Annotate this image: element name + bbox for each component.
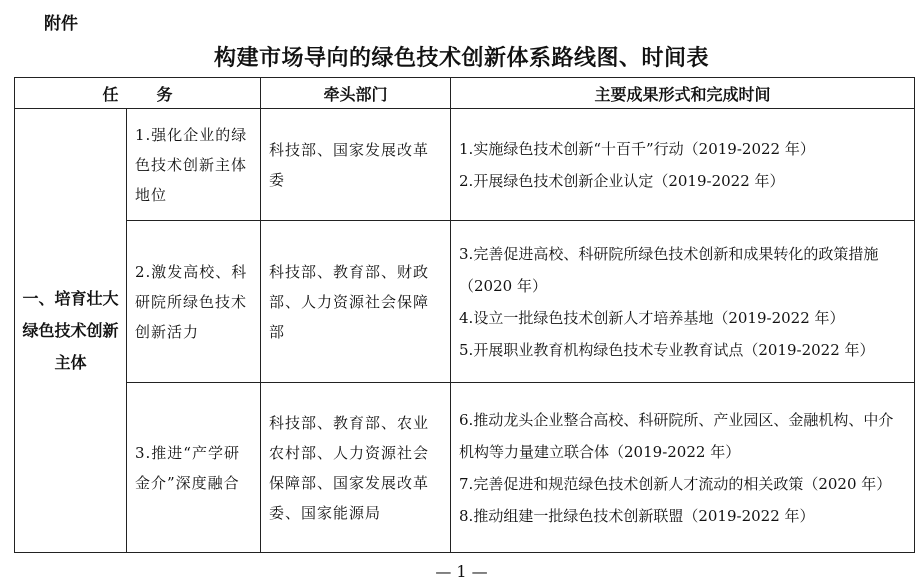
- table-header-row: [15, 78, 915, 109]
- category-cell: 一、培育壮大绿色技术创新主体: [15, 109, 127, 553]
- attachment-label: 附件: [44, 14, 78, 34]
- header-results: 主要成果形式和完成时间: [451, 78, 915, 109]
- document-title: 构建市场导向的绿色技术创新体系路线图、时间表: [213, 46, 709, 71]
- subtask-cell: 2.激发高校、科研院所绿色技术创新活力: [127, 221, 261, 383]
- roadmap-table: [14, 77, 915, 553]
- table-row: [15, 221, 915, 383]
- result-item: 8.推动组建一批绿色技术创新联盟（2019-2022 年）: [459, 506, 815, 525]
- results-cell: [451, 383, 915, 553]
- lead-department-cell: 科技部、教育部、财政部、人力资源社会保障部: [261, 221, 451, 383]
- results-cell: [451, 109, 915, 221]
- subtask-cell: 3.推进“产学研金介”深度融合: [127, 383, 261, 553]
- result-item: 1.实施绿色技术创新“十百千”行动（2019-2022 年）: [459, 139, 815, 158]
- subtask-cell: 1.强化企业的绿色技术创新主体地位: [127, 109, 261, 221]
- lead-department-cell: 科技部、教育部、农业农村部、人力资源社会保障部、国家发展改革委、国家能源局: [261, 383, 451, 553]
- result-item: 7.完善促进和规范绿色技术创新人才流动的相关政策（2020 年）: [459, 474, 892, 493]
- header-task: 任务: [15, 78, 261, 109]
- table-row: [15, 109, 915, 221]
- table-row: [15, 383, 915, 553]
- result-item: 2.开展绿色技术创新企业认定（2019-2022 年）: [459, 171, 785, 190]
- result-item: 4.设立一批绿色技术创新人才培养基地（2019-2022 年）: [459, 308, 845, 327]
- result-item: 6.推动龙头企业整合高校、科研院所、产业园区、金融机构、中介机构等力量建立联合体（2019-2022 年）: [459, 410, 894, 461]
- page-number: — 1 —: [435, 562, 488, 581]
- result-item: 5.开展职业教育机构绿色技术专业教育试点（2019-2022 年）: [459, 340, 875, 359]
- results-cell: [451, 221, 915, 383]
- lead-department-cell: 科技部、国家发展改革委: [261, 109, 451, 221]
- result-item: 3.完善促进高校、科研院所绿色技术创新和成果转化的政策措施（2020 年）: [459, 244, 879, 295]
- header-lead-department: 牵头部门: [261, 78, 451, 109]
